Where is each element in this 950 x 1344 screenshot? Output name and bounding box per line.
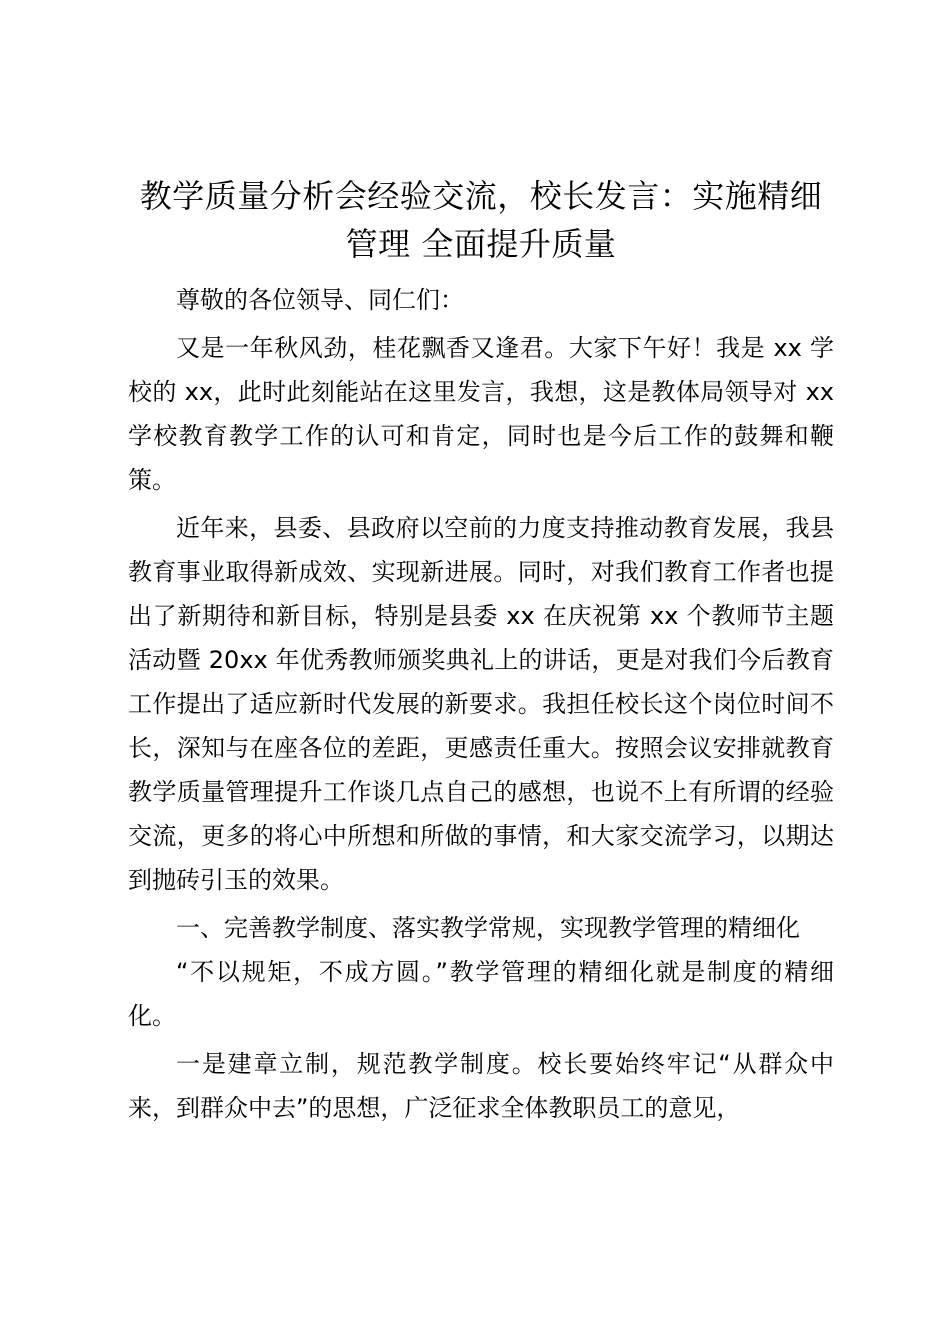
paragraph-opening: 又是一年秋风劲，桂花飘香又逢君。大家下午好！我是 xx 学校的 xx，此时此刻能站在这里发言，我想，这是教体局领导对 xx 学校教育教学工作的认可和肯定，同时也是今后工作的鼓舞和鞭策。 [128,334,834,494]
salutation: 尊敬的各位领导、同仁们： [176,286,464,314]
document-body [128,172,834,1130]
section-heading-1: 一、完善教学制度、落实教学常规，实现教学管理的精细化 [176,914,800,942]
paragraph-background: 近年来，县委、县政府以空前的力度支持推动教育发展，我县教育事业取得新成效、实现新进展。同时，对我们教育工作者也提出了新期待和新目标，特别是县委 xx 在庆祝第 xx 个教师节主题活动暨 20xx 年优秀教师颁奖典礼上的讲话，更是对我们今后教育工作提出了适应新时代发展的新要求。我担任校长这个岗位时间不长，深知与在座各位的差距，更感责任重大。按照会议安排就教育教学质量管理提升工作谈几点自己的感想，也说不上有所谓的经验交流，更多的将心中所想和所做的事情，和大家交流学习，以期达到抛砖引玉的效果。 [128,514,834,894]
paragraph-point-1: 一是建章立制，规范教学制度。校长要始终牢记“从群众中来，到群众中去”的思想，广泛征求全体教职员工的意见， [128,1050,834,1122]
document-title: 教学质量分析会经验交流，校长发言：实施精细管理 全面提升质量 [139,177,823,263]
paragraph-quote: “不以规矩，不成方圆。”教学管理的精细化就是制度的精细化。 [128,958,834,1030]
